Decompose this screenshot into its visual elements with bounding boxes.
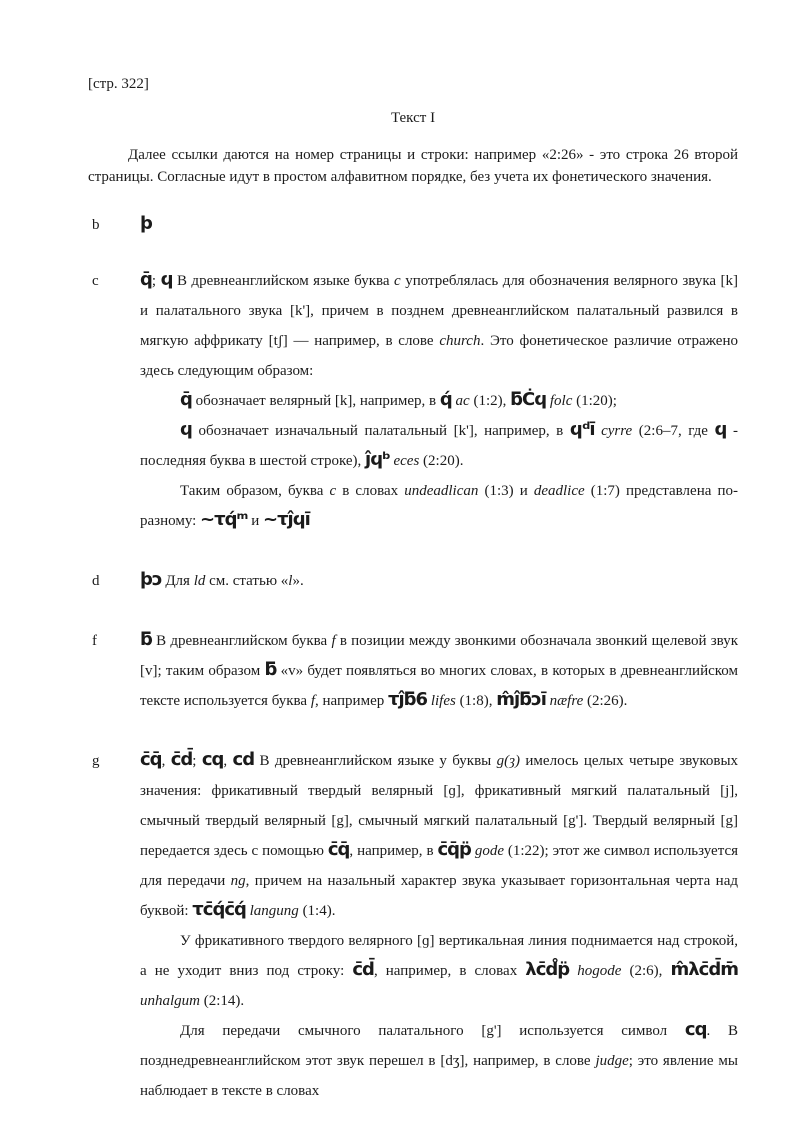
tengwar-ungwe-palatal: cq (684, 1019, 707, 1040)
page-title: Текст I (390, 110, 436, 126)
tengwar-calma-palatal-c: ϥ (714, 419, 727, 440)
tengwar-anga: cd (232, 749, 255, 770)
text-run: judge (595, 1053, 629, 1069)
text-run: hogode (577, 963, 622, 979)
text-run: ; это явление мы наблюдает в тексте в словах (140, 1053, 738, 1099)
text-run: В древнеанглийском языке у буквы (254, 753, 497, 769)
entry-paragraph (140, 416, 738, 476)
text-run: f (331, 633, 336, 649)
tengwar-b-umbar: ϸ (140, 213, 152, 234)
text-run: folc (549, 393, 573, 409)
tengwar-ungwe-barred: c̄q̄ (140, 749, 162, 770)
page-reference: [стр. 322] (88, 76, 149, 92)
text-run: . В позднедревнеанглийском этот звук перешел в [dʒ], например, в слове (140, 1023, 738, 1069)
tengwar-d-ando: ϸɔ (140, 569, 162, 590)
tengwar-word-langung: τc̄q́c̄q́ (192, 899, 246, 920)
text-run: f (310, 693, 316, 709)
tengwar-ending-undeadlican: ~τq́ᵐ (200, 509, 248, 530)
text-run: ; (192, 753, 202, 769)
text-run: (2:20). (419, 453, 464, 469)
tengwar-calma-palatal-c: ϥ (160, 269, 173, 290)
entry-letter: d (92, 573, 100, 589)
text-run: «v» будет появляться во многих словах, в которых в древнеанглийском тексте используется буква (140, 663, 738, 709)
entry-paragraph (140, 566, 738, 596)
text-run: ». (292, 573, 304, 589)
text-run: undeadlican (404, 483, 479, 499)
tengwar-quesse-velar-c: q̄ (180, 389, 192, 410)
text-run: Для передачи смычного палатального [g'] используется символ (180, 1023, 685, 1039)
text-run: c (329, 483, 337, 499)
text-run: (2:14). (200, 993, 245, 1009)
tengwar-ungwe: cq (201, 749, 224, 770)
text-run: , (223, 753, 233, 769)
text-run: , например, в словах (373, 963, 526, 979)
text-run: ng (230, 873, 246, 889)
entry-c (88, 266, 738, 536)
text-run: в позиции между звонкими обозначала звонкий щелевой звук [v]; таким образом (140, 633, 738, 679)
text-run: eces (393, 453, 420, 469)
tengwar-word-gode: c̄q̄p̈ (437, 839, 471, 860)
text-run: (1:4). (298, 903, 336, 919)
text-run: Для (161, 573, 194, 589)
text-run: (2:6), (621, 963, 671, 979)
text-run: Таким образом, буква (180, 483, 330, 499)
text-run: l (288, 573, 293, 589)
text-run: (1:2), (469, 393, 511, 409)
tengwar-quesse-velar-c: q̄ (140, 269, 152, 290)
tengwar-word-unhalgum: m̂λc̄d̄m̄ (670, 959, 738, 980)
text-run: deadlice (533, 483, 585, 499)
tengwar-word-ac: q́ (439, 389, 452, 410)
entry-paragraph (140, 210, 738, 240)
text-run: , например, в (349, 843, 438, 859)
tengwar-ending-deadlice: ~τĵϥī (262, 509, 310, 530)
tengwar-word-hogode: λc̄d̊p̈ (525, 959, 570, 980)
text-run: - последняя буква в шестой строке), (140, 423, 739, 469)
entry-paragraph (140, 626, 738, 716)
entry-b (88, 210, 738, 240)
text-run: gode (474, 843, 504, 859)
text-run: cyrre (601, 423, 633, 439)
text-run: в словах (336, 483, 405, 499)
entry-paragraph (140, 1016, 738, 1106)
entry-paragraph (140, 386, 738, 416)
tengwar-word-folc: ƃĊϥ (510, 389, 547, 410)
text-run: langung (249, 903, 299, 919)
entry-d (88, 566, 738, 596)
text-run: (1:20); (572, 393, 617, 409)
text-run: (1:8), (455, 693, 497, 709)
text-run: næfre (549, 693, 584, 709)
entry-letter: g (92, 753, 100, 769)
text-run: . Это фонетическое различие отражено здесь следующим образом: (140, 333, 738, 379)
tengwar-anga-barred: c̄d̄ (170, 749, 193, 770)
text-run: У фрикативного твердого велярного [ɡ] вертикальная линия поднимается над строкой, а не уходит вниз под строку: (140, 933, 738, 979)
text-run: (2:6–7, где (632, 423, 715, 439)
entry-f (88, 626, 738, 716)
text-run: church (439, 333, 481, 349)
text-run: употреблялась для обозначения велярного звука [k] и палатального звука [k'], причем в позднем древнеанглийском палатальный развился в мягкую аффрикату [tʃ] — например, в слове (140, 273, 739, 349)
text-run: (1:7) представлена по-разному: (140, 483, 738, 529)
tengwar-word-cyrre: ϥᵈī (569, 419, 595, 440)
text-run: (1:22); этот же символ используется для передачи (140, 843, 739, 889)
entry-letter: b (92, 217, 100, 233)
text-run: (2:26). (583, 693, 628, 709)
entry-g (88, 746, 738, 1106)
tengwar-word-naefre: m̂ĵƃɔī (496, 689, 546, 710)
entry-letter: c (92, 273, 99, 289)
text-run: ac (455, 393, 470, 409)
intro-paragraph: Далее ссылки даются на номер страницы и строки: например «2:26» - это строка 26 второй страницы. Согласные идут в простом алфавитном порядке, без учета их фонетического значения. (88, 147, 738, 185)
text-run: , например (315, 693, 388, 709)
tengwar-f-formen: ƃ (140, 629, 152, 650)
text-run: unhalgum (140, 993, 200, 1009)
tengwar-anga-barred: c̄d̄ (352, 959, 374, 980)
text-run: (1:3) и (478, 483, 534, 499)
entry-paragraph (140, 476, 738, 536)
entry-letter: f (92, 633, 97, 649)
text-run: g(ȝ) (496, 753, 521, 769)
text-run: обозначает велярный [k], например, в (191, 393, 440, 409)
text-run: имелось целых четыре звуковых значения: фрикативный твердый велярный [ɡ], фрикативный мягкий палатальный [j], смычный твердый велярный [g], смычный мягкий палатальный [g']. Твердый велярный [g] передается здесь с помощью (140, 753, 739, 859)
tengwar-f-formen: ƃ (264, 659, 277, 680)
text-run: обозначает изначальный палатальный [k'], например, в (191, 423, 570, 439)
tengwar-ungwe-barred: c̄q̄ (327, 839, 350, 860)
text-run: c (394, 273, 401, 289)
text-run: В древнеанглийском буква (151, 633, 332, 649)
text-run: ld (193, 573, 206, 589)
text-run: см. статью « (205, 573, 289, 589)
tengwar-word-eces: ĵϥᵇ (365, 449, 390, 470)
text-run: ; (151, 273, 161, 289)
entry-paragraph (140, 266, 738, 386)
entry-paragraph (140, 746, 738, 926)
text-run: В древнеанглийском языке буква (172, 273, 395, 289)
tengwar-calma-palatal-c: ϥ (180, 419, 192, 440)
text-run: , причем на назальный характер звука указывает горизонтальная черта над буквой: (140, 873, 739, 919)
text-run: lifes (430, 693, 456, 709)
tengwar-word-lifes: τĵƃ6 (387, 689, 428, 710)
text-run: и (247, 513, 263, 529)
text-run: , (161, 753, 171, 769)
entry-paragraph (140, 926, 738, 1016)
